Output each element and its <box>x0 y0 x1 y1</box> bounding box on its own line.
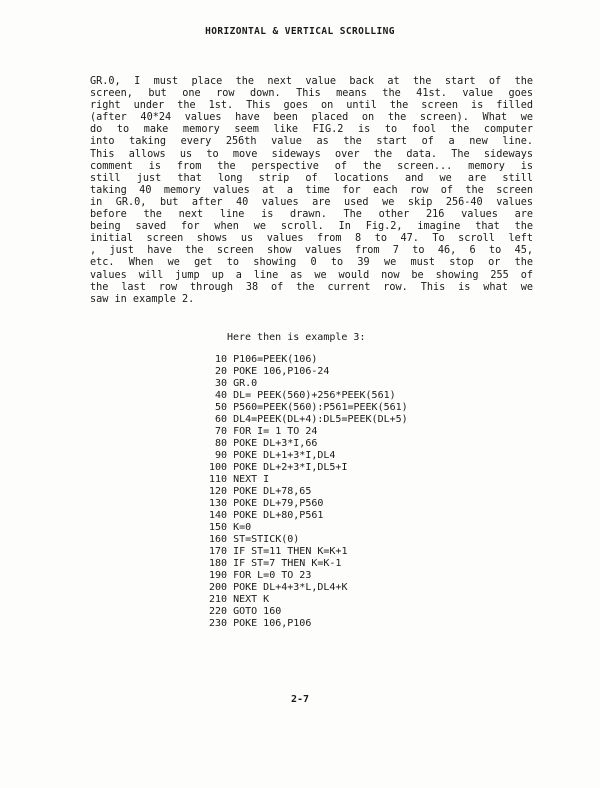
code-line: 140 POKE DL+80,P561 <box>209 510 324 521</box>
code-line: 10 P106=PEEK(106) <box>209 354 318 365</box>
code-line: 50 P560=PEEK(560):P561=PEEK(561) <box>209 402 408 413</box>
code-line: 30 GR.0 <box>209 378 258 389</box>
paragraph-line: right under the 1st. This goes on until the screen is filled <box>90 100 533 112</box>
code-listing <box>209 354 408 630</box>
body-paragraph <box>90 76 533 306</box>
paragraph-line: screen, but one row down. This means the 41st. value goes <box>90 88 533 100</box>
paragraph-line: comment is from the perspective of the screen... memory is <box>90 160 533 172</box>
code-line: 230 POKE 106,P106 <box>209 618 312 629</box>
code-line: 200 POKE DL+4+3*L,DL4+K <box>209 582 348 593</box>
code-line: 210 NEXT K <box>209 594 270 605</box>
paragraph-line: before the next line is drawn. The other 216 values are <box>90 209 533 221</box>
paragraph-line: in GR.0, but after 40 values are used we skip 256-40 values <box>90 196 533 208</box>
code-line: 60 DL4=PEEK(DL+4):DL5=PEEK(DL+5) <box>209 414 408 425</box>
paragraph-line: the last row through 38 of the current row. This is what we <box>90 281 533 293</box>
paragraph-line: taking 40 memory values at a time for each row of the screen <box>90 184 533 196</box>
code-line: 100 POKE DL+2+3*I,DL5+I <box>209 462 348 473</box>
code-line: 110 NEXT I <box>209 474 270 485</box>
paragraph-line: saw in example 2. <box>90 293 195 305</box>
paragraph-line: This allows us to move sideways over the data. The sideways <box>90 148 533 160</box>
paragraph-line: GR.0, I must place the next value back at the start of the <box>90 76 533 87</box>
code-line: 220 GOTO 160 <box>209 606 282 617</box>
code-line: 80 POKE DL+3*I,66 <box>209 438 318 449</box>
code-line: 70 FOR I= 1 TO 24 <box>209 426 318 437</box>
paragraph-line: do to make memory seem like FIG.2 is to fool the computer <box>90 124 533 136</box>
paragraph-line: initial screen shows us values from 8 to 47. To scroll left <box>90 233 533 245</box>
example-heading: Here then is example 3: <box>227 332 366 343</box>
code-line: 190 FOR L=0 TO 23 <box>209 570 312 581</box>
paragraph-line: etc. When we get to showing 0 to 39 we must stop or the <box>90 257 533 269</box>
code-line: 160 ST=STICK(0) <box>209 534 300 545</box>
paragraph-line: being saved for when we scroll. In Fig.2, imagine that the <box>90 221 533 233</box>
paragraph-line: , just have the screen show values from 7 to 46, 6 to 45, <box>90 245 533 257</box>
code-line: 40 DL= PEEK(560)+256*PEEK(561) <box>209 390 396 401</box>
page-title: HORIZONTAL & VERTICAL SCROLLING <box>205 26 395 37</box>
paragraph-line: values will jump up a line as we would now be showing 255 of <box>90 269 533 281</box>
paragraph-line: (after 40*24 values have been placed on the screen). What we <box>90 112 533 124</box>
page-number: 2-7 <box>290 694 310 705</box>
code-line: 180 IF ST=7 THEN K=K-1 <box>209 558 342 569</box>
code-line: 20 POKE 106,P106-24 <box>209 366 330 377</box>
paragraph-line: still just that long strip of locations and we are still <box>90 172 533 184</box>
code-line: 130 POKE DL+79,P560 <box>209 498 324 509</box>
paragraph-line: into taking every 256th value as the start of a new line. <box>90 136 533 148</box>
code-line: 170 IF ST=11 THEN K=K+1 <box>209 546 348 557</box>
code-line: 120 POKE DL+78,65 <box>209 486 312 497</box>
code-line: 150 K=0 <box>209 522 252 533</box>
code-line: 90 POKE DL+1+3*I,DL4 <box>209 450 336 461</box>
